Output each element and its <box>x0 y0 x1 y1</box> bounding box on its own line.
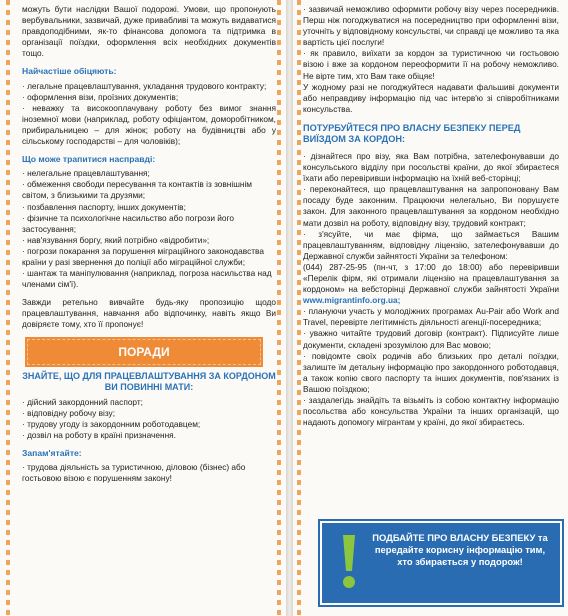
left-inner-dashed-border <box>277 0 281 616</box>
know-heading: ЗНАЙТЕ, ЩО ДЛЯ ПРАЦЕВЛАШТУВАННЯ ЗА КОРДОНОМ ВИ ПОВИННІ МАТИ: <box>22 370 276 392</box>
list-item: · обмеження свободи пересування та контактів із зовнішнім світом, з близькими та друзями; <box>22 179 253 201</box>
list-item: · дозвіл на роботу в країні призначення. <box>22 429 176 440</box>
right-column <box>303 4 559 428</box>
list-item: · трудову угоду із закордонним роботодавцем; <box>22 418 201 429</box>
remember-heading: Запам'ятайте: <box>22 447 82 458</box>
safety-callout-text: ПОДБАЙТЕ ПРО ВЛАСНУ БЕЗПЕКУ та передайте корисну інформацію тим, хто збирається у подорож! <box>372 532 548 568</box>
list-item: · заздалегідь знайдіть та візьміть із собою контактну інформацію посольства або консульства України та інших організацій, що надають допомогу мігрантам у країні, до якої збираєтесь. <box>303 395 559 428</box>
promises-list <box>22 81 276 148</box>
list-item: · з'ясуйте, чи має фірма, що займається Вашим працевлаштуванням, відповідну ліцензію, зателефонувавши до Державної служби зайнятості України за телефоном: <box>303 228 559 261</box>
visa-intermediary-item: · зазвичай неможливо оформити робочу візу через посередників. Перш ніж погоджуватися на посередництво при оформленні візи, уточніть у відповідному консульстві, чи справді це можливо та яка вартість цієї послуги! <box>303 4 559 48</box>
reality-heading: Що може трапитися насправді: <box>22 154 156 165</box>
list-item: · шантаж та маніпулювання (наприклад, погроза насильства над членами сім'ї). <box>22 268 272 290</box>
tips-banner: ПОРАДИ <box>27 339 261 365</box>
list-item: · переконайтеся, що працевлаштування на запропоновану Вам посаду буде законним. Працюючи нелегально, Ви порушуєте закон. Для законного працевлаштування за кордоном необхідно мати дозвіл на роботу, відповідну візу, трудовий контракт; <box>303 184 559 228</box>
safety-callout <box>320 521 562 605</box>
safety-list <box>303 151 559 428</box>
list-item: · нав'язування боргу, який потрібно «відробити»; <box>22 234 210 245</box>
know-list <box>22 397 276 441</box>
list-item: · нелегальне працевлаштування; <box>22 168 150 179</box>
left-dashed-border <box>6 0 10 616</box>
promises-heading: Найчастіше обіцяють: <box>22 66 117 77</box>
reality-list <box>22 168 276 290</box>
list-item: · повідомте своїх родичів або близьких про деталі поїздки, залиште їм детальну інформацію про закордонного роботодавця, а також копію свого паспорту та інших документів, пов'язаних із Вашою поїздкою; <box>303 350 559 394</box>
safety-heading: ПОТУРБУЙТЕСЯ ПРО ВЛАСНУ БЕЗПЕКУ ПЕРЕД ВИЇЗДОМ ЗА КОРДОН: <box>303 122 521 145</box>
list-item: · позбавлення паспорту, інших документів; <box>22 201 186 212</box>
list-item: · дійсний закордонний паспорт; <box>22 396 143 407</box>
list-item: · відповідну робочу візу; <box>22 407 115 418</box>
exclamation-icon <box>338 533 360 591</box>
list-item: · легальне працевлаштування, укладання трудового контракту; <box>22 80 267 91</box>
warning-paragraph: Завжди ретельно вивчайте будь-яку пропозицію щодо працевлаштування, навчання або відпочинку, навіть якщо Ви довіряєте тому, хто її пропонує! <box>22 297 276 330</box>
page-fold <box>286 0 293 616</box>
list-item: · фізичне та психологічне насильство або погрози його застосування; <box>22 212 234 234</box>
list-item <box>303 262 559 306</box>
phone-and-registry-text: (044) 287-25-95 (пн-чт, з 17:00 до 18:00) або перевіривши «Перелік фірм, які отримали ліцензію на працевлаштування за кордоном» на вебсторінці Державної служби зайнятості України <box>303 261 559 295</box>
visa-conversion-item: · як правило, виїхати за кордон за туристичною чи гостьовою візою і вже за кордоном переоформити її на робочу неможливо. Не вірте тим, хто Вам таке обіцяє! <box>303 48 559 81</box>
right-inner-dashed-border <box>297 0 301 616</box>
list-item: · оформлення візи, проїзних документів; <box>22 91 179 102</box>
intro-paragraph: можуть бути наслідки Вашої подорожі. Умови, що пропонують вербувальники, зазвичай, дуже привабливі та можуть видаватися правдоподібними, як-то фінансова допомога та підтримка в організації поїздки, оформлення всіх необхідних документів тощо. <box>22 4 276 59</box>
list-item: · погрози покарання за порушення міграційного законодавства країни у разі звернення до поліції або міграційної служби; <box>22 245 264 267</box>
false-documents-note: У жодному разі не погоджуйтеся надавати фальшиві документи або неправдиву інформацію під час інтерв'ю зі співробітниками консульства. <box>303 81 559 114</box>
list-item: · дізнайтеся про візу, яка Вам потрібна, зателефонувавши до консульського відділу при посольстві країни, до якої збираєтеся їхати або перевіривши інформацію на їхній веб-сторінці; <box>303 150 559 184</box>
remember-text: · трудова діяльність за туристичною, діловою (бізнес) або гостьовою візою є порушенням закону! <box>22 462 246 484</box>
list-item: · плануючи участь у молодіжних програмах Au-Pair або Work and Travel, перевірте легітимність діяльності агенції-посередника; <box>303 306 559 328</box>
website-link[interactable]: www.migrantinfo.org.ua; <box>303 295 401 306</box>
list-item: · уважно читайте трудовий договір (контракт). Підписуйте лише документи, складені зрозумілою для Вас мовою; <box>303 328 559 350</box>
left-column <box>22 4 276 484</box>
list-item: · неважку та високооплачувану роботу без вимог знання іноземної мови (наприклад, роботу офіціантом, доморобітником, прибиральницею – для жінок; роботу на будівництві або у сільському господарстві – для чоловіків); <box>22 102 276 147</box>
